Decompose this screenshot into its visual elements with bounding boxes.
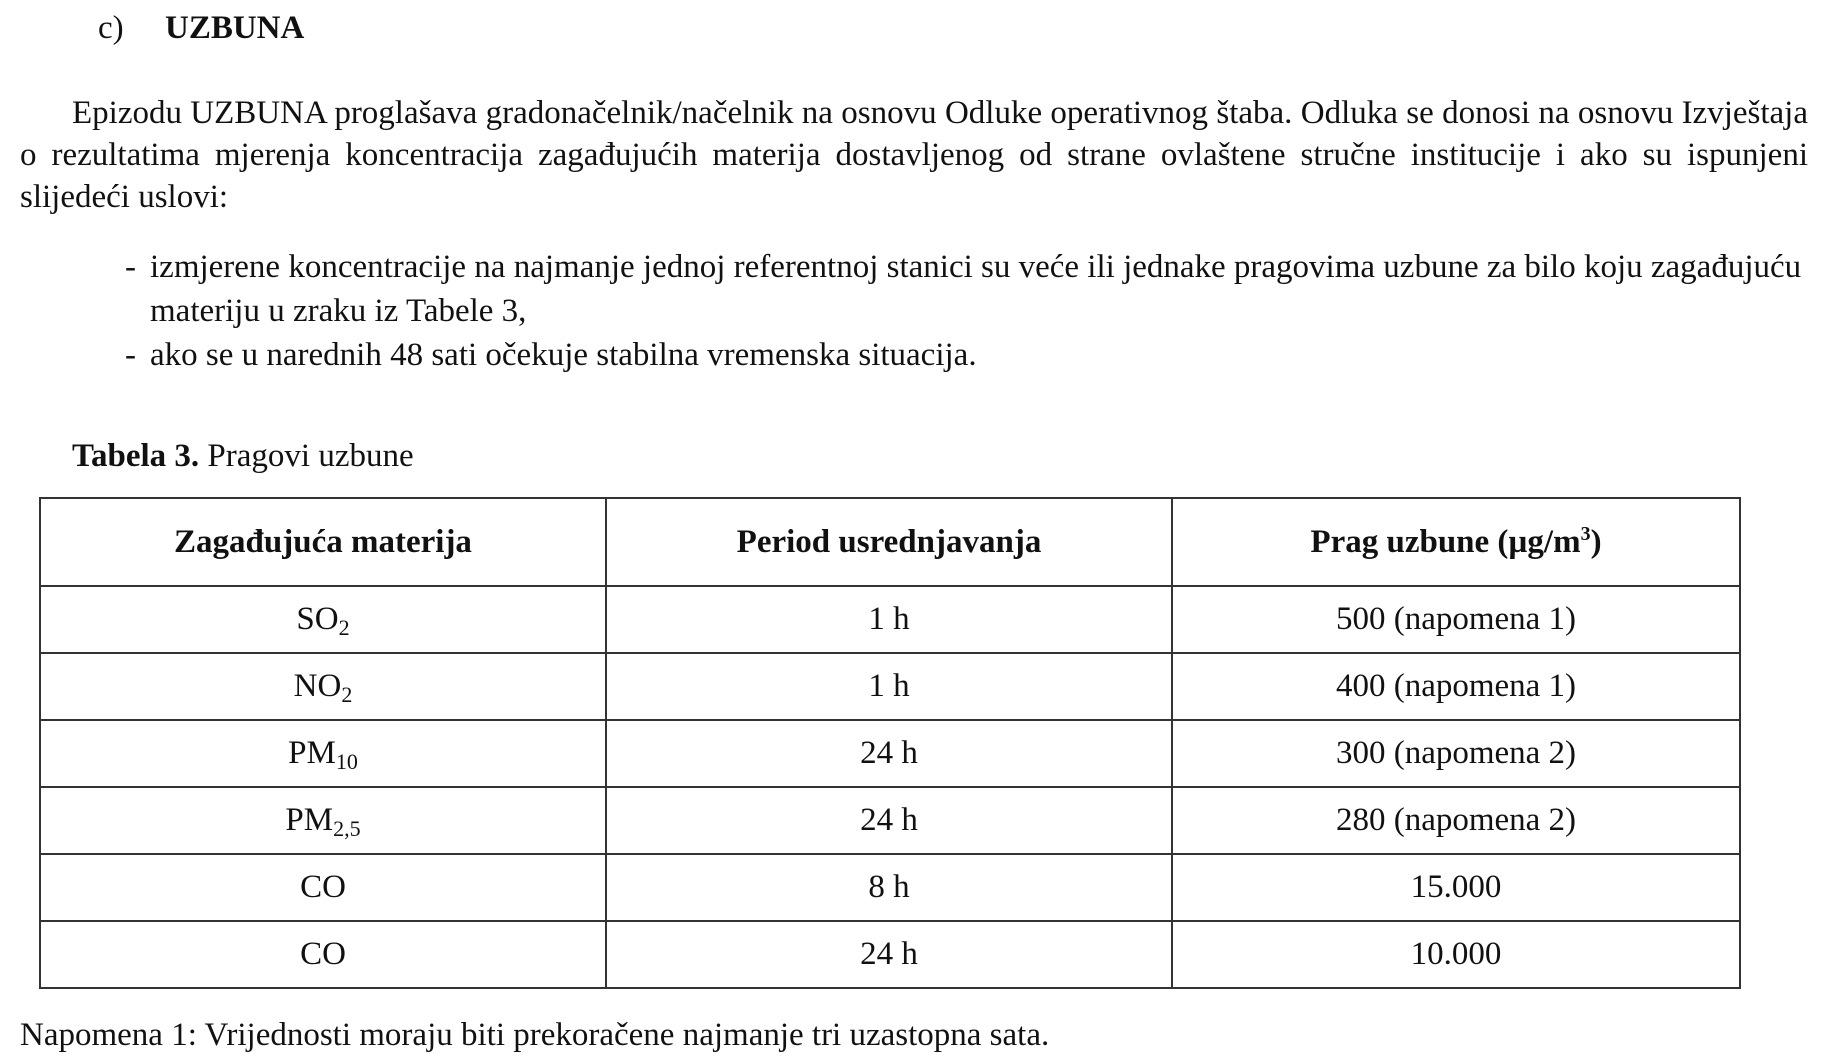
- cell-threshold: 400 (napomena 1): [1172, 653, 1740, 720]
- pollutant-subscript: 2,5: [333, 816, 361, 841]
- cell-threshold: 300 (napomena 2): [1172, 720, 1740, 787]
- cell-period: 8 h: [606, 854, 1172, 921]
- condition-bullet: [125, 333, 1810, 377]
- cell-pollutant: [40, 854, 606, 921]
- cell-threshold: 280 (napomena 2): [1172, 787, 1740, 854]
- pollutant-name: CO: [300, 936, 346, 972]
- table-caption-text: Pragovi uzbune: [199, 438, 414, 474]
- table-caption-label: Tabela 3.: [72, 438, 200, 474]
- header-threshold-end: ): [1590, 523, 1602, 560]
- cell-pollutant: [40, 586, 606, 653]
- intro-paragraph-text: Epizodu UZBUNA proglašava gradonačelnik/načelnik na osnovu Odluke operativnog štaba. Odluka se donosi na osnovu Izvještaja o rezultatima mjerenja koncentracija zagađujućih materija dostavljenog od strane ovlaštene stručne institucije i ako su ispunjeni slijedeći uslovi:: [20, 95, 1808, 215]
- header-averaging-period: Period usrednjavanja: [606, 498, 1172, 586]
- pollutant-subscript: 2: [341, 682, 353, 707]
- table-row: [40, 720, 1740, 787]
- pollutant-name: PM: [288, 735, 336, 771]
- cell-pollutant: [40, 787, 606, 854]
- footnote: Napomena 1: Vrijednosti moraju biti prekoračene najmanje tri uzastopna sata.: [20, 1017, 1050, 1053]
- header-pollutant: Zagađujuća materija: [40, 498, 606, 586]
- table-row: [40, 653, 1740, 720]
- header-threshold-sup: 3: [1580, 522, 1591, 545]
- section-letter: c): [98, 10, 124, 46]
- cell-period: 1 h: [606, 586, 1172, 653]
- table-row: [40, 586, 1740, 653]
- bullet-marker: -: [125, 249, 136, 285]
- table-row: [40, 787, 1740, 854]
- bullet-marker: -: [125, 337, 136, 373]
- pollutant-name: CO: [300, 869, 346, 905]
- header-threshold-text: Prag uzbune (µg/m: [1310, 523, 1581, 560]
- section-heading: [98, 6, 304, 50]
- cell-pollutant: [40, 720, 606, 787]
- cell-pollutant: [40, 921, 606, 988]
- section-title: UZBUNA: [165, 10, 305, 46]
- pollutant-subscript: 10: [335, 749, 358, 774]
- cell-pollutant: [40, 653, 606, 720]
- table-row: [40, 921, 1740, 988]
- table-header-row: [40, 498, 1740, 586]
- pollutant-subscript: 2: [338, 615, 350, 640]
- intro-paragraph: [20, 92, 1808, 218]
- table-caption: [72, 434, 414, 478]
- pollutant-name: PM: [285, 802, 334, 838]
- cell-period: 24 h: [606, 720, 1172, 787]
- cell-period: 24 h: [606, 787, 1172, 854]
- pollutant-name: NO: [293, 668, 342, 704]
- cell-threshold: 500 (napomena 1): [1172, 586, 1740, 653]
- cell-period: 1 h: [606, 653, 1172, 720]
- table-row: [40, 854, 1740, 921]
- cell-threshold: 15.000: [1172, 854, 1740, 921]
- pollutant-name: SO: [296, 601, 339, 637]
- condition-bullet: [125, 245, 1810, 333]
- cell-threshold: 10.000: [1172, 921, 1740, 988]
- header-alert-threshold: [1172, 498, 1740, 586]
- bullet-text: izmjerene koncentracije na najmanje jednoj referentnoj stanici su veće ili jednake pragovima uzbune za bilo koju zagađujuću materiju u zraku iz Tabele 3,: [150, 249, 1802, 329]
- bullet-text: ako se u narednih 48 sati očekuje stabilna vremenska situacija.: [150, 337, 977, 373]
- cell-period: 24 h: [606, 921, 1172, 988]
- alert-thresholds-table: [39, 497, 1741, 989]
